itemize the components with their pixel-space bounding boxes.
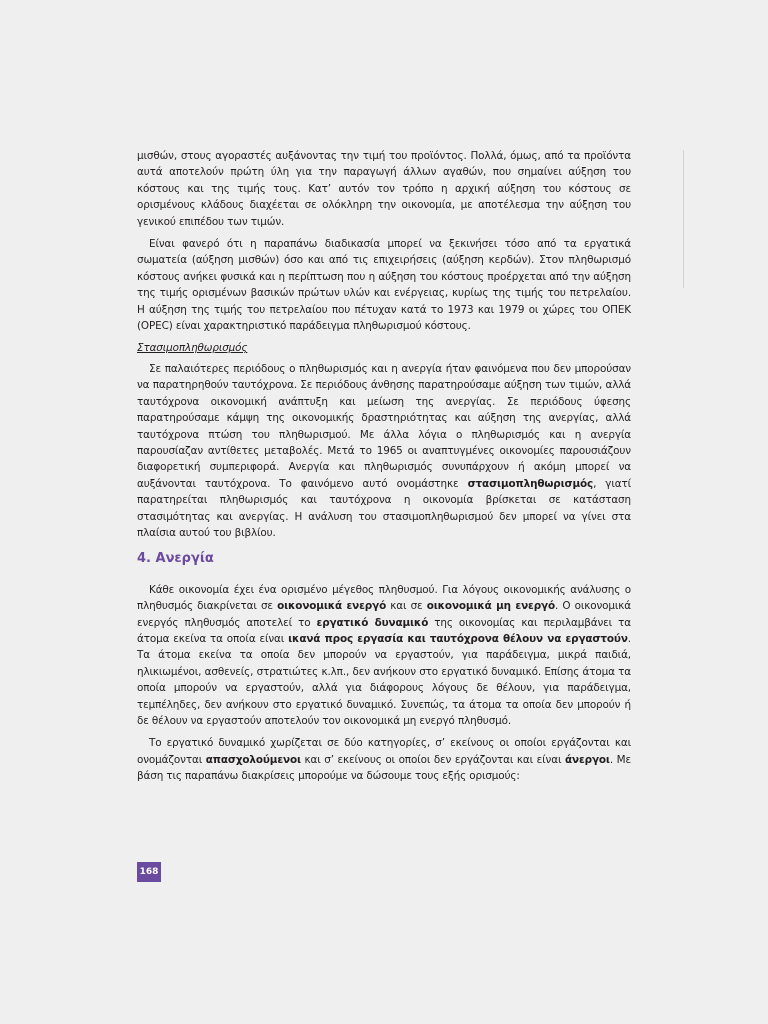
- term-able-and-willing: ικανά προς εργασία και ταυτόχρονα θέλουν να εργαστούν: [288, 632, 628, 645]
- page-content: [137, 148, 631, 791]
- margin-rule: [683, 150, 684, 288]
- term-employed: απασχολούμενοι: [205, 753, 301, 766]
- page-number-badge: 168: [137, 862, 161, 882]
- paragraph-cost-inflation-continued: μισθών, στους αγοραστές αυξάνοντας την τιμή του προϊόντος. Πολλά, όμως, από τα προϊόντα αυτά αποτελούν πρώτη ύλη για την παραγωγή άλλων αγαθών, που σημαίνει αύξηση του κόστους και της τιμής τους. Κατ’ αυτόν τον τρόπο η αρχική αύξηση του κόστους σε ορισμένους κλάδους διαχέεται σε ολόκληρη την οικονομία, με αποτέλεσμα την αύξηση του γενικού επιπέδου των τιμών.: [137, 150, 631, 228]
- paragraph-employed-unemployed: Το εργατικό δυναμικό χωρίζεται σε δύο κατηγορίες, σ’ εκείνους οι οποίοι εργάζονται και ονομάζονται απασχολούμενοι και σ’ εκείνους οι οποίοι δεν εργάζονται και είναι άνεργοι. Με βάση τις παραπάνω διακρίσεις μπορούμε να δώσουμε τους εξής ορισμούς:: [137, 737, 631, 783]
- paragraph-cost-inflation-sources: Είναι φανερό ότι η παραπάνω διαδικασία μπορεί να ξεκινήσει τόσο από τα εργατικά σωματεία (αύξηση μισθών) όσο και από τις επιχειρήσεις (αύξηση κερδών). Στον πληθωρισμό κόστους ανήκει φυσικά και η περίπτωση που η αύξηση του κόστους προέρχεται από την αύξηση της τιμής ορισμένων βασικών πρώτων υλών και ενέργειας, κυρίως της τιμής του πετρελαίου. Η αύξηση της τιμής του πετρελαίου που πέτυχαν κατά το 1973 και 1979 οι χώρες του ΟΠΕΚ (OPEC) είναι χαρακτηριστικό παράδειγμα πληθωρισμού κόστους.: [137, 238, 631, 333]
- term-economically-active: οικονομικά ενεργό: [277, 600, 387, 613]
- subheading-stagflation: Στασιμοπληθωρισμός: [137, 342, 248, 355]
- term-unemployed: άνεργοι: [564, 753, 610, 766]
- term-labor-force: εργατικό δυναμικό: [316, 616, 429, 629]
- paragraph-stagflation: Σε παλαιότερες περιόδους ο πληθωρισμός και η ανεργία ήταν φαινόμενα που δεν μπορούσαν να παρατηρηθούν ταυτόχρονα. Σε περιόδους άνθησης παρατηρούσαμε αύξηση των τιμών, αλλά ταυτόχρονα οικονομική ανάπτυξη και μείωση της ανεργίας. Σε περιόδους ύφεσης παρατηρούσαμε κάμψη της οικονομικής δραστηριότητας και αύξηση της ανεργίας, αλλά ταυτόχρονα πτώση του πληθωρισμού. Με άλλα λόγια ο πληθωρισμός και η ανεργία παρουσίαζαν αντίθετες μεταβολές. Μετά το 1965 οι αναπτυγμένες οικονομίες παρουσιάζουν διαφορετική συμπεριφορά. Ανεργία και πληθωρισμός συνυπάρχουν ή ακόμη μπορεί να αυξάνονται ταυτόχρονα. Το φαινόμενο αυτό ονομάστηκε στασιμοπληθωρισμός, γιατί παρατηρείται πληθωρισμός και ταυτόχρονα η οικονομία βρίσκεται σε κατάσταση στασιμότητας και ανεργίας. Η ανάλυση του στασιμοπληθωρισμού δεν μπορεί να γίνει στα πλαίσια αυτού του βιβλίου.: [137, 362, 631, 539]
- paragraph-labor-force: Κάθε οικονομία έχει ένα ορισμένο μέγεθος πληθυσμού. Για λόγους οικονομικής ανάλυσης ο πληθυσμός διακρίνεται σε οικονομικά ενεργό και σε οικονομικά μη ενεργό. Ο οικονομικά ενεργός πληθυσμός αποτελεί το εργατικό δυναμικό της οικονομίας και περιλαμβάνει τα άτομα εκείνα τα οποία είναι ικανά προς εργασία και ταυτόχρονα θέλουν να εργαστούν. Τα άτομα εκείνα τα οποία δεν μπορούν να εργαστούν, για παράδειγμα, μικρά παιδιά, ηλικιωμένοι, ασθενείς, στρατιώτες κ.λπ., δεν ανήκουν στο εργατικό δυναμικό. Επίσης άτομα τα οποία μπορούν να εργαστούν, αλλά για διάφορους λόγους δε θέλουν, για παράδειγμα, τεμπέληδες, δεν ανήκουν στο εργατικό δυναμικό. Συνεπώς, τα άτομα τα οποία δεν μπορούν ή δε θέλουν να εργαστούν αποτελούν τον οικονομικά μη ενεργό πληθυσμό.: [137, 583, 632, 727]
- section-title-unemployment: 4. Ανεργία: [137, 551, 214, 567]
- term-stagflation: στασιμοπληθωρισμός: [467, 477, 594, 490]
- term-economically-inactive: οικονομικά μη ενεργό: [426, 600, 556, 613]
